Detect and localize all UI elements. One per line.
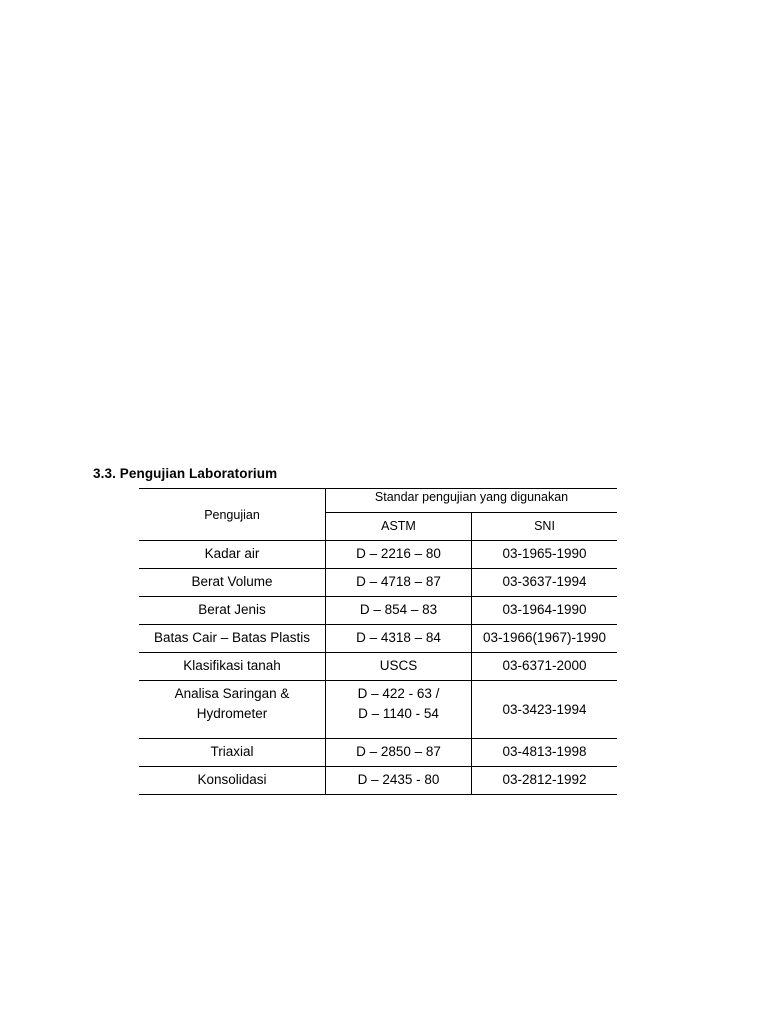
header-standar: Standar pengujian yang digunakan bbox=[326, 489, 618, 513]
cell-astm: D – 2216 – 80 bbox=[326, 541, 472, 569]
cell-pengujian: Berat Jenis bbox=[139, 597, 326, 625]
cell-pengujian: Berat Volume bbox=[139, 569, 326, 597]
cell-pengujian: Kadar air bbox=[139, 541, 326, 569]
standards-table bbox=[139, 488, 617, 795]
cell-astm: D – 4718 – 87 bbox=[326, 569, 472, 597]
cell-pengujian-line2: Hydrometer bbox=[196, 706, 268, 721]
cell-pengujian-line1: Analisa Saringan & bbox=[174, 686, 290, 701]
cell-astm: D – 854 – 83 bbox=[326, 597, 472, 625]
cell-sni: 03-1966(1967)-1990 bbox=[472, 625, 618, 653]
cell-astm: D – 4318 – 84 bbox=[326, 625, 472, 653]
table-row bbox=[139, 767, 617, 795]
header-sni: SNI bbox=[472, 512, 618, 540]
section-heading: 3.3. Pengujian Laboratorium bbox=[93, 466, 278, 481]
table-header-row bbox=[139, 489, 617, 513]
table-row bbox=[139, 541, 617, 569]
cell-sni: 03-1965-1990 bbox=[472, 541, 618, 569]
cell-pengujian: Triaxial bbox=[139, 739, 326, 767]
cell-astm: D – 2435 - 80 bbox=[326, 767, 472, 795]
cell-astm bbox=[326, 681, 472, 739]
cell-astm: USCS bbox=[326, 653, 472, 681]
cell-pengujian: Batas Cair – Batas Plastis bbox=[139, 625, 326, 653]
cell-sni: 03-3423-1994 bbox=[472, 681, 618, 739]
table-row bbox=[139, 597, 617, 625]
cell-pengujian: Konsolidasi bbox=[139, 767, 326, 795]
table-row bbox=[139, 681, 617, 739]
header-pengujian: Pengujian bbox=[139, 489, 326, 541]
header-astm: ASTM bbox=[326, 512, 472, 540]
cell-pengujian bbox=[139, 681, 326, 739]
cell-astm-line1: D – 422 - 63 / bbox=[357, 686, 440, 701]
table-row bbox=[139, 653, 617, 681]
cell-astm-line2: D – 1140 - 54 bbox=[358, 706, 439, 721]
cell-pengujian: Klasifikasi tanah bbox=[139, 653, 326, 681]
cell-sni: 03-1964-1990 bbox=[472, 597, 618, 625]
table-row bbox=[139, 569, 617, 597]
table-row bbox=[139, 625, 617, 653]
cell-sni: 03-4813-1998 bbox=[472, 739, 618, 767]
cell-sni: 03-2812-1992 bbox=[472, 767, 618, 795]
cell-sni: 03-6371-2000 bbox=[472, 653, 618, 681]
cell-sni: 03-3637-1994 bbox=[472, 569, 618, 597]
table-row bbox=[139, 739, 617, 767]
cell-astm: D – 2850 – 87 bbox=[326, 739, 472, 767]
